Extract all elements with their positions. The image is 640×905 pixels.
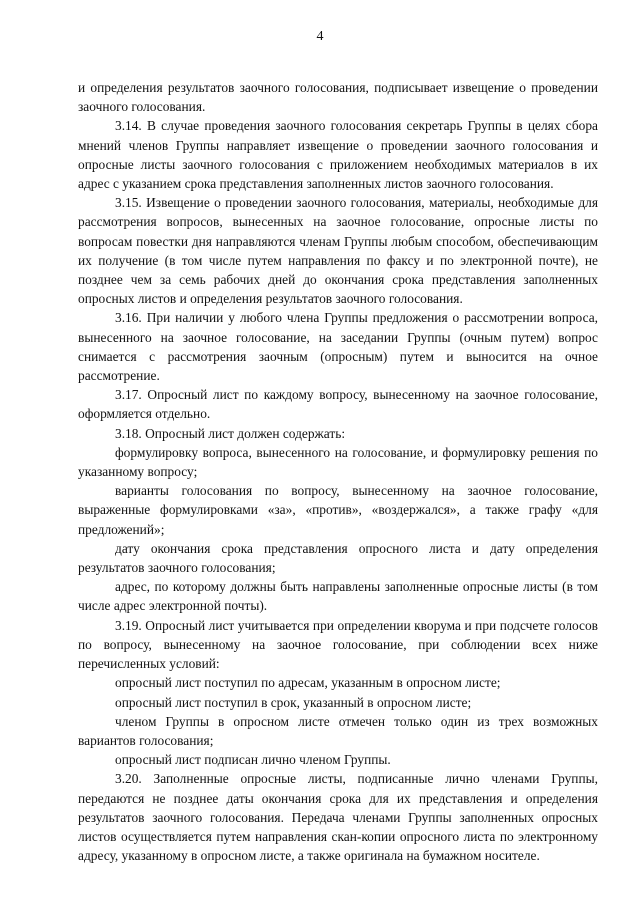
paragraph-3-20: 3.20. Заполненные опросные листы, подписанные лично членами Группы, передаются не позднее даты окончания срока для их представления и определения результатов заочного голосования. Передача членами Группы заполненных опросных листов осуществляется путем направления скан-копии опросного листа по электронному адресу, указанному в опросном листе, а также оригинала на бумажном носителе. <box>78 771 598 864</box>
paragraph-3-18: 3.18. Опросный лист должен содержать: <box>115 425 346 441</box>
list-item: варианты голосования по вопросу, вынесенному на заочное голосование, выраженные формулировками «за», «против», «воздержался», а также графу «для предложений»; <box>78 483 598 537</box>
paragraph-3-14: 3.14. В случае проведения заочного голосования секретарь Группы в целях сбора мнений членов Группы направляет извещение о проведении заочного голосования и опросные листы заочного голосования с приложением необходимых материалов в их адрес с указанием срока представления заполненных листов заочного голосования. <box>78 118 598 192</box>
list-item: членом Группы в опросном листе отмечен только один из трех возможных вариантов голосования; <box>78 713 598 748</box>
paragraph-3-19: 3.19. Опросный лист учитывается при определении кворума и при подсчете голосов по вопросу, вынесенному на заочное голосование, при соблюдении всех ниже перечисленных условий: <box>78 617 598 672</box>
list-item: опросный лист подписан лично членом Группы. <box>115 752 391 768</box>
list-item: опросный лист поступил по адресам, указанным в опросном листе; <box>115 675 501 691</box>
list-item: адрес, по которому должны быть направлены заполненные опросные листы (в том числе адрес электронной почты). <box>78 579 598 614</box>
list-item: опросный лист поступил в срок, указанный в опросном листе; <box>115 694 472 710</box>
paragraph-3-17: 3.17. Опросный лист по каждому вопросу, вынесенному на заочное голосование, оформляется отдельно. <box>78 387 598 422</box>
list-item: дату окончания срока представления опросного листа и дату определения результатов заочного голосования; <box>78 540 598 576</box>
page-number: 4 <box>316 29 324 44</box>
paragraph-continuation: и определения результатов заочного голосования, подписывает извещение о проведении заочного голосования. <box>78 80 598 115</box>
document-body <box>78 78 598 865</box>
list-item: формулировку вопроса, вынесенного на голосование, и формулировку решения по указанному вопросу; <box>78 444 598 480</box>
paragraph-3-15: 3.15. Извещение о проведении заочного голосования, материалы, необходимые для рассмотрения вопросов, вынесенных на заочное голосование, опросные листы по вопросам повестки дня направляются членам Группы любым способом, обеспечивающим их получение (в том числе путем направления по факсу и по электронной почте), не позднее чем за семь рабочих дней до окончания срока представления заполненных опросных листов и определения результатов заочного голосования. <box>78 195 598 307</box>
paragraph-3-16: 3.16. При наличии у любого члена Группы предложения о рассмотрении вопроса, вынесенного на заочное голосование, на заседании Группы (очным путем) вопрос снимается с рассмотрения заочным (опросным) путем и выносится на очное рассмотрение. <box>78 310 598 384</box>
